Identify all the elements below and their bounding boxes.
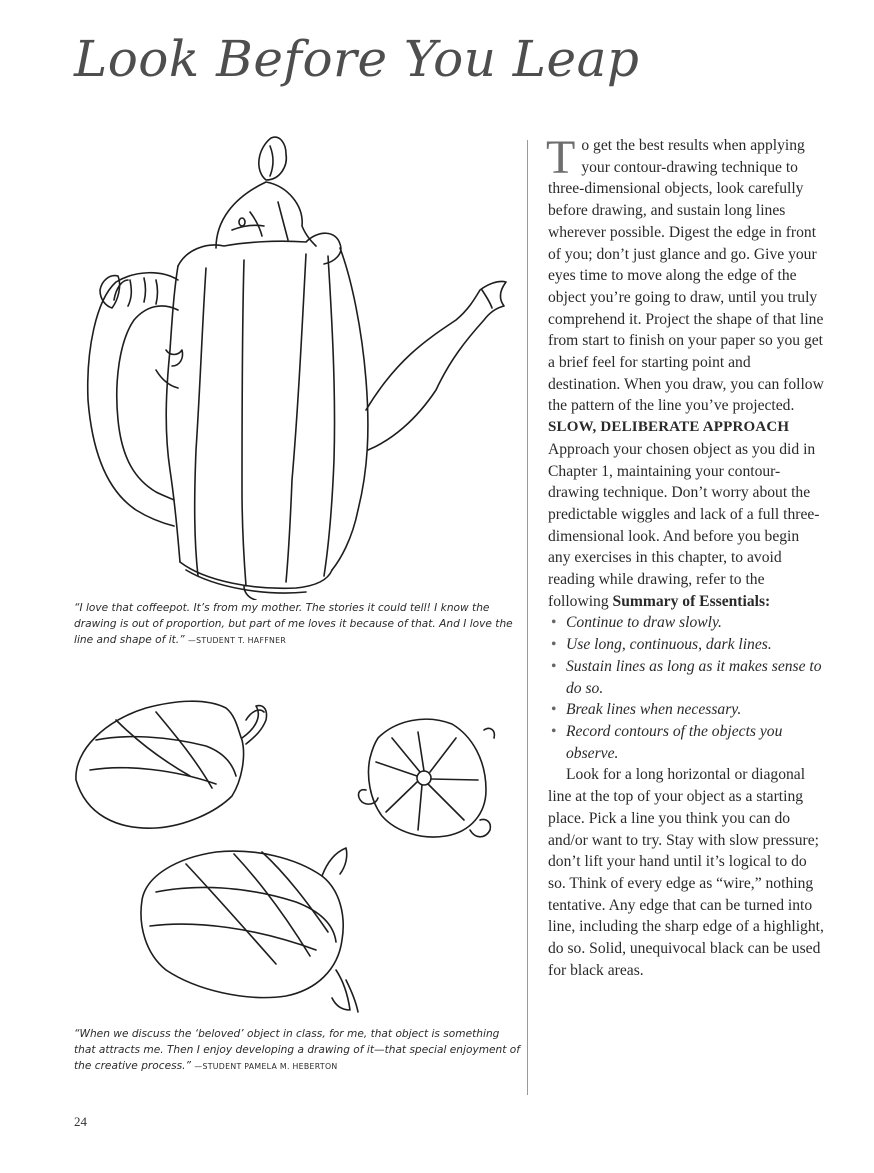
bullet-icon: •	[551, 657, 557, 675]
gourds-quote: “When we discuss the ‘beloved’ object in class, for me, that object is something that attracts me. Then I enjoy developing a drawing of it—that special enjoyment of the creative process.”	[74, 1028, 520, 1072]
intro-paragraph	[546, 131, 824, 417]
coffeepot-caption	[74, 600, 520, 649]
gourds-credit: —STUDENT PAMELA M. HEBERTON	[194, 1062, 338, 1071]
page-title: Look Before You Leap	[74, 30, 640, 88]
bullet-icon: •	[551, 722, 557, 740]
summary-label: Summary of Essentials:	[612, 592, 771, 610]
essentials-item: • Use long, continuous, dark lines.	[548, 634, 824, 656]
coffeepot-illustration	[66, 130, 526, 600]
bullet-icon: •	[551, 614, 557, 632]
closing-paragraph: Look for a long horizontal or diagonal line at the top of your object as a starting place. Pick a line you think you can do and/or want to try. Stay with slow pressure; don’t lift your hand until it’s logical to do so. Think of every edge as “wire,” nothing tentative. Any edge that can be turned into line, including the sharp edge of a highlight, do so. Solid, unequivocal black can be used for black areas.	[548, 766, 824, 979]
intro-text: o get the best results when applying your contour-drawing technique to three-dimensional objects, look carefully before drawing, and sustain long lines wherever possible. Digest the edge in front of you; don’t just glance and go. Give your eyes time to move along the edge of the object you’re going to draw, until you truly comprehend it. Project the shape of that line from start to finish on your paper so you get a brief feel for starting point and destination. When you draw, you can follow the pattern of the line you’ve projected.	[548, 137, 824, 415]
essentials-item: • Continue to draw slowly.	[548, 612, 824, 634]
bullet-icon: •	[551, 636, 557, 654]
gourds-illustration	[66, 680, 526, 1020]
column-divider	[527, 140, 528, 1095]
coffeepot-quote: “I love that coffeepot. It’s from my mother. The stories it could tell! I know the drawing is out of proportion, but part of me loves it because of that. And I love the line and shape of it.”	[74, 602, 513, 646]
coffeepot-credit: —STUDENT T. HAFFNER	[188, 636, 287, 645]
bullet-icon: •	[551, 701, 557, 719]
essentials-item: • Record contours of the objects you observe.	[551, 722, 783, 762]
body-text-column	[546, 131, 824, 981]
drop-cap: T	[546, 131, 576, 184]
page-number: 24	[74, 1114, 87, 1129]
essentials-item: • Sustain lines as long as it makes sense to do so.	[551, 657, 822, 697]
section-subheading: SLOW, DELIBERATE APPROACH	[548, 419, 790, 436]
essentials-item: • Break lines when necessary.	[548, 699, 824, 721]
essentials-list	[548, 612, 824, 764]
approach-text: Approach your chosen object as you did in Chapter 1, maintaining your contour-drawing technique. Don’t worry about the predictable wiggles and lack of a full three-dimensional look. And before you begin any exercises in this chapter, to avoid reading while drawing, refer to the following	[548, 440, 820, 610]
gourds-caption	[74, 1026, 520, 1075]
approach-paragraph	[548, 439, 824, 613]
